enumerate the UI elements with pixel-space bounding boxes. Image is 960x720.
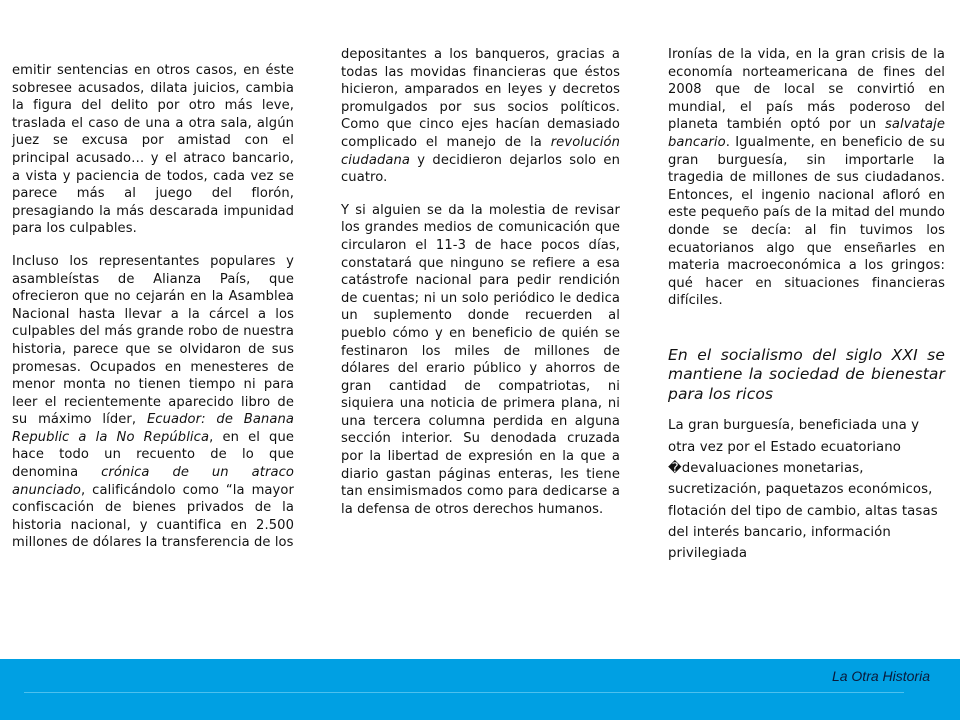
paragraph-text: Incluso los representantes populares y asambleístas de Alianza País, que ofrecieron que no cejarán en la Asamblea Nacional hasta llevar a la cárcel a los culpables del más grande robo de nuestra historia, parece que se olvidaron de sus promesas. Ocupados en menesteres de menor monta no tienen tiempo ni para leer el recientemente aparecido libro de su máximo líder,	[12, 253, 294, 428]
paragraph-text: emitir sentencias en otros casos, en éste sobresee acusados, dilata juicios, cambia la figura del delito por otro más leve, traslada el caso de una a otra sala, algún juez se excusa por amistad con el principal acusado… y el atraco bancario, a vista y paciencia de todos, cada vez se parece más al juego del florón, presagiando la más descarada impunidad para los culpables.	[12, 63, 294, 237]
section-heading: En el socialismo del siglo XXI se mantiene la sociedad de bienestar para los ricos	[668, 345, 945, 403]
paragraph-text: , calificándolo como “la mayor confiscación de bienes privados de la historia nacional, y cuantifica en 2.500 millones de dólares la transferencia de los	[12, 482, 294, 551]
paragraph-text: , en el que hace todo un recuento de lo que denomina	[12, 429, 294, 481]
emphasis-text: salvataje bancario	[668, 117, 945, 150]
paragraph-text: La gran burguesía, beneficiada una y otra vez por el Estado ecuatoriano �devaluaciones monetarias, sucretización, paquetazos económicos, flotación del tipo de cambio, altas tasas del interés bancario, información privilegiada	[668, 418, 938, 562]
paragraph	[668, 46, 945, 310]
text-column-3	[668, 46, 945, 579]
paragraph	[341, 202, 620, 519]
publication-title: La Otra Historia	[831, 668, 930, 684]
emphasis-text: revolución ciudadana	[341, 134, 620, 168]
paragraph-text: Y si alguien se da la molestia de revisar los grandes medios de comunicación que circularon el 11-3 de hace pocos días, constatará que ninguno se refiere a esa catástrofe nacional para pedir rendición de cuentas; ni un solo periódico le dedica un suplemento donde recuerden al pueblo cómo y en beneficio de quién se festinaron los miles de millones de dólares del erario público y ahorros de gran cantidad de compatriotas, ni siquiera una noticia de primera plana, ni una tercera columna perdida en alguna sección interior. Su denodada cruzada por la libertad de expresión en la que a diario gastan páginas enteras, les tiene tan ensimismados como para dedicarse a la defensa de otros derechos humanos.	[341, 202, 620, 517]
footer-divider	[24, 692, 904, 693]
paragraph	[668, 415, 945, 564]
paragraph-text: y decidieron dejarlos solo en cuatro.	[341, 152, 620, 186]
paragraph	[12, 62, 294, 238]
paragraph-text: . Igualmente, en beneficio de su gran burguesía, sin importarle la tragedia de millones de sus ciudadanos. Entonces, el ingenio nacional afloró en este pequeño país de la mitad del mundo donde se decía: al fin tuvimos los ecuatorianos algo que enseñarles en materia macroeconómica a los gringos: qué hacer en situaciones financieras difíciles.	[668, 134, 945, 309]
paragraph	[12, 253, 294, 552]
text-column-2	[341, 46, 620, 533]
book-title: Ecuador: de Banana Republic a la No República	[12, 412, 294, 445]
paragraph	[341, 46, 620, 187]
footer-bar	[0, 659, 960, 720]
paragraph-text: Ironías de la vida, en la gran crisis de la economía norteamericana de fines del 2008 que de local se convirtió en mundial, el país más poderoso del planeta también optó por un	[668, 47, 945, 133]
text-column-1	[12, 62, 294, 567]
paragraph-text: depositantes a los banqueros, gracias a todas las movidas financieras que éstos hicieron, amparados en leyes y decretos promulgados por sus socios políticos. Como que cinco ejes hacían demasiado complicado el manejo de la	[341, 47, 620, 150]
quoted-phrase: crónica de un atraco anunciado	[12, 465, 294, 498]
